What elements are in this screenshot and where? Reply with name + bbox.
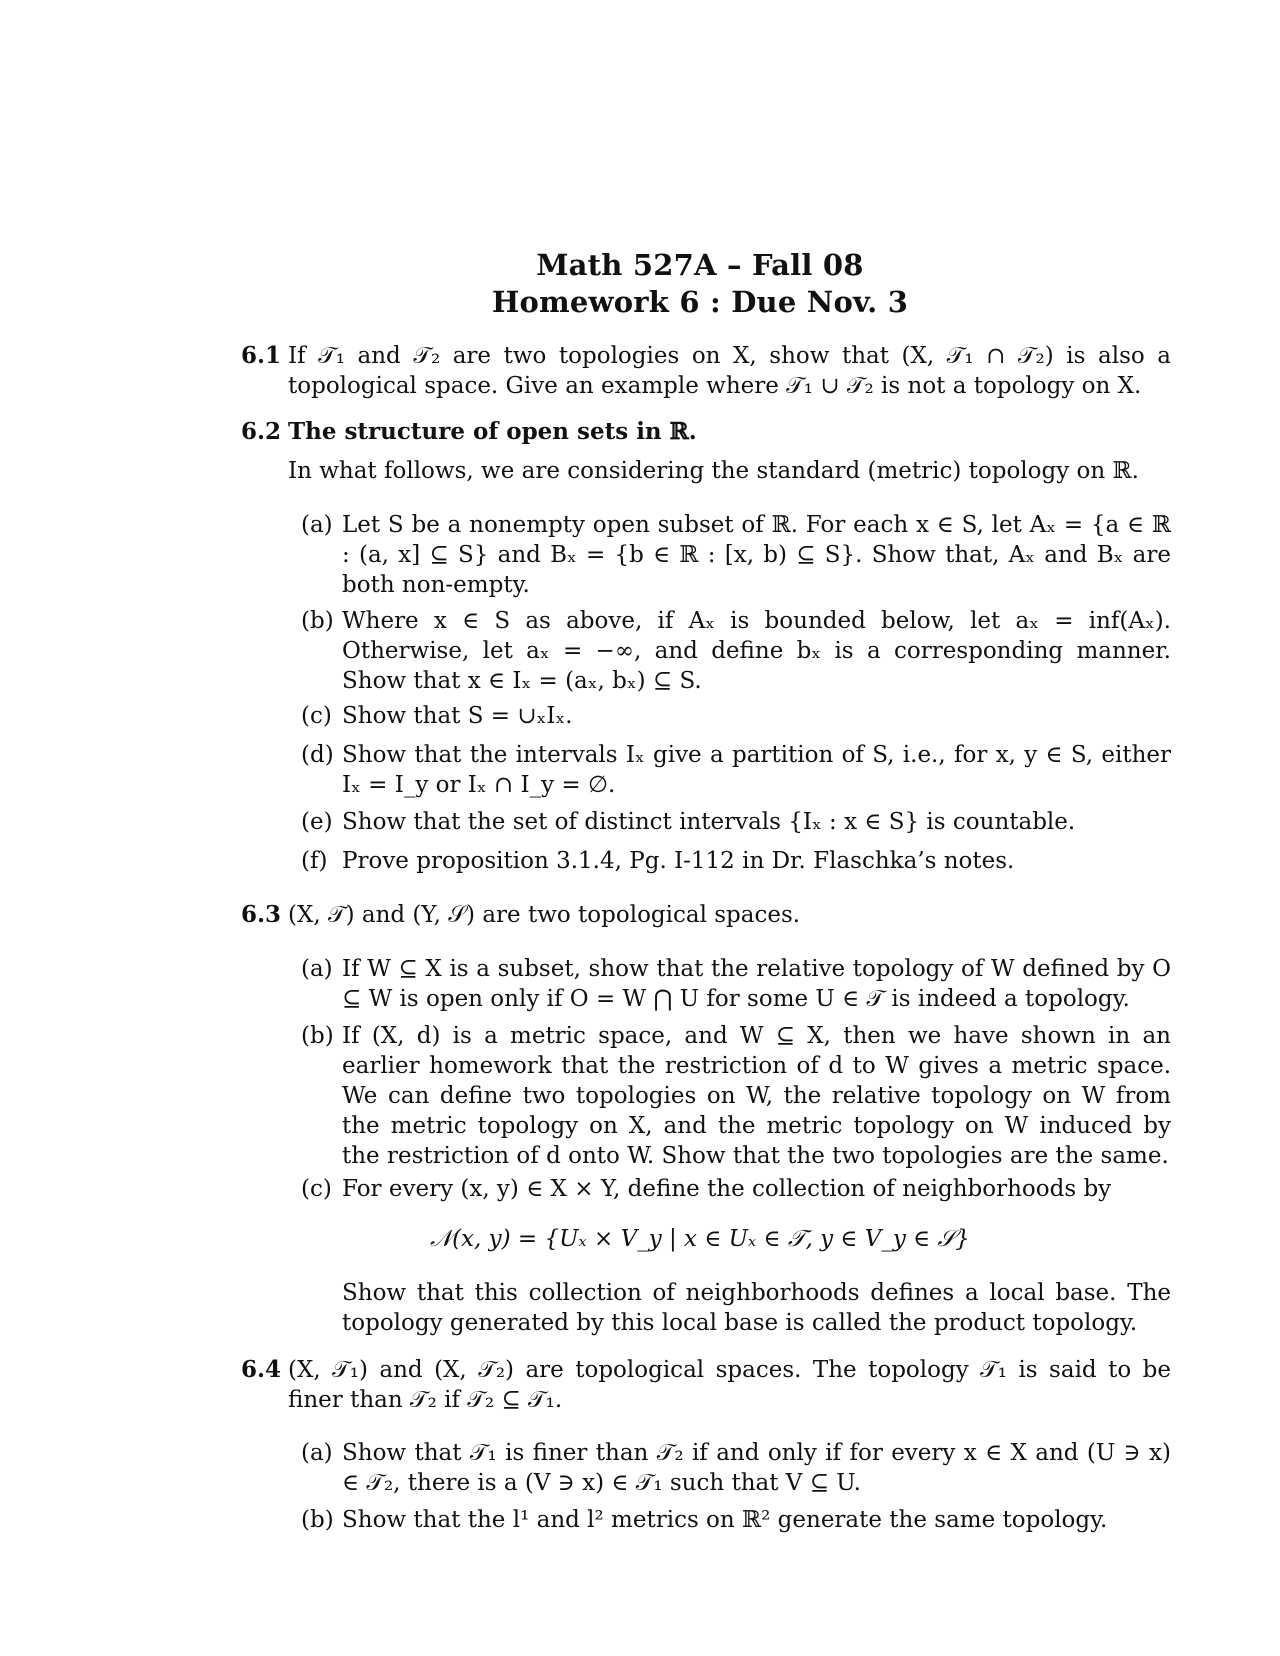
part-label: (e) bbox=[301, 809, 333, 835]
part-label: (b) bbox=[301, 1507, 334, 1533]
problem-6-1 bbox=[241, 341, 1171, 401]
problem-6-2 bbox=[241, 417, 1171, 447]
problem-number: 6.1 bbox=[241, 342, 282, 369]
problem-text: If 𝒯₁ and 𝒯₂ are two topologies on X, show that (X, 𝒯₁ ∩ 𝒯₂) is also a topological space. Give an example where 𝒯₁ ∪ 𝒯₂ is not a topology on X. bbox=[288, 343, 1171, 399]
problem-text: (X, 𝒯₁) and (X, 𝒯₂) are topological spaces. The topology 𝒯₁ is said to be finer than 𝒯₂ if 𝒯₂ ⊆ 𝒯₁. bbox=[288, 1357, 1171, 1413]
part-6-3-b bbox=[288, 1021, 1171, 1171]
part-label: (d) bbox=[301, 742, 334, 768]
problem-6-2-intro bbox=[241, 456, 1171, 486]
part-text: Where x ∈ S as above, if Aₓ is bounded below, let aₓ = inf(Aₓ). Otherwise, let aₓ = −∞, and define bₓ is a corresponding manner. Show that x ∈ Iₓ = (aₓ, bₓ) ⊆ S. bbox=[342, 608, 1171, 694]
problem-number: 6.3 bbox=[241, 901, 282, 928]
course-title: Math 527A – Fall 08 bbox=[536, 248, 864, 282]
problem-title: The structure of open sets in ℝ. bbox=[288, 418, 697, 445]
part-text: If (X, d) is a metric space, and W ⊆ X, then we have shown in an earlier homework that the restriction of d to W gives a metric space. We can define two topologies on W, the relative topology on W from the metric topology on X, and the metric topology on W induced by the restriction of d onto W. Show that the two topologies are the same. bbox=[342, 1023, 1171, 1169]
part-text: Show that the l¹ and l² metrics on ℝ² generate the same topology. bbox=[342, 1507, 1108, 1533]
part-6-2-f bbox=[288, 846, 1171, 876]
part-text: For every (x, y) ∈ X × Y, define the collection of neighborhoods by bbox=[342, 1176, 1112, 1202]
part-6-2-a bbox=[288, 510, 1171, 600]
part-6-2-b bbox=[288, 606, 1171, 696]
part-6-3-c bbox=[288, 1174, 1171, 1204]
part-text: Show that S = ∪ₓIₓ. bbox=[342, 703, 573, 729]
part-label: (b) bbox=[301, 608, 334, 634]
problem-number: 6.4 bbox=[241, 1356, 282, 1383]
part-text: If W ⊆ X is a subset, show that the relative topology of W defined by O ⊆ W is open only if O = W ⋂ U for some U ∈ 𝒯 is indeed a topology. bbox=[342, 956, 1171, 1012]
problem-intro: In what follows, we are considering the standard (metric) topology on ℝ. bbox=[288, 458, 1139, 484]
part-label: (c) bbox=[301, 703, 332, 729]
part-label: (b) bbox=[301, 1023, 334, 1049]
part-6-4-b bbox=[288, 1505, 1171, 1535]
problem-number: 6.2 bbox=[241, 418, 282, 445]
part-text: Prove proposition 3.1.4, Pg. I-112 in Dr. Flaschka’s notes. bbox=[342, 848, 1015, 874]
part-label: (a) bbox=[301, 512, 333, 538]
part-6-2-e bbox=[288, 807, 1171, 837]
part-6-4-a bbox=[288, 1438, 1171, 1498]
part-label: (c) bbox=[301, 1176, 332, 1202]
part-6-2-d bbox=[288, 740, 1171, 800]
display-equation: 𝒩(x, y) = {Uₓ × V_y | x ∈ Uₓ ∈ 𝒯, y ∈ V_y ∈ 𝒮} bbox=[430, 1226, 970, 1252]
part-text: Let S be a nonempty open subset of ℝ. For each x ∈ S, let Aₓ = {a ∈ ℝ : (a, x] ⊆ S} and Bₓ = {b ∈ ℝ : [x, b) ⊆ S}. Show that, Aₓ and Bₓ are both non-empty. bbox=[342, 512, 1171, 598]
problem-text: (X, 𝒯) and (Y, 𝒮) are two topological spaces. bbox=[288, 902, 801, 928]
assignment-title: Homework 6 : Due Nov. 3 bbox=[491, 285, 909, 319]
part-label: (f) bbox=[301, 848, 328, 874]
part-label: (a) bbox=[301, 1440, 333, 1466]
part-text: Show that the set of distinct intervals {Iₓ : x ∈ S} is countable. bbox=[342, 809, 1076, 835]
part-text: Show that this collection of neighborhoods defines a local base. The topology generated by this local base is called the product topology. bbox=[342, 1280, 1171, 1336]
problem-6-4 bbox=[241, 1355, 1171, 1415]
part-text: Show that the intervals Iₓ give a partition of S, i.e., for x, y ∈ S, either Iₓ = I_y or Iₓ ∩ I_y = ∅. bbox=[342, 742, 1171, 798]
part-6-2-c bbox=[288, 701, 1171, 731]
part-6-3-c-continued bbox=[288, 1278, 1171, 1338]
part-label: (a) bbox=[301, 956, 333, 982]
problem-6-3 bbox=[241, 900, 1171, 930]
part-text: Show that 𝒯₁ is finer than 𝒯₂ if and only if for every x ∈ X and (U ∋ x) ∈ 𝒯₂, there is a (V ∋ x) ∈ 𝒯₁ such that V ⊆ U. bbox=[342, 1440, 1171, 1496]
part-6-3-a bbox=[288, 954, 1171, 1014]
